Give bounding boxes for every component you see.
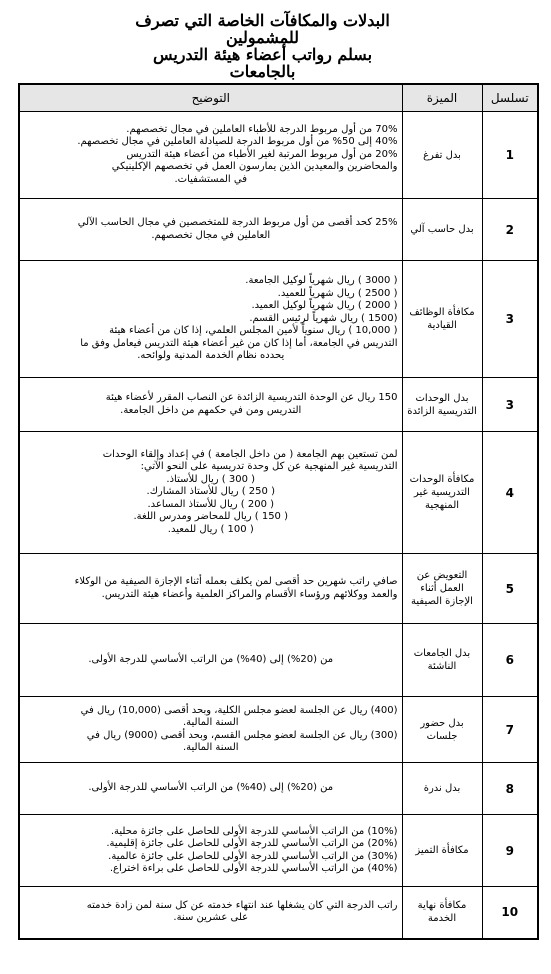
row-description xyxy=(19,112,402,199)
table-body xyxy=(19,112,538,939)
description-line: ( 300 ) ريال للأستاذ. xyxy=(166,473,256,485)
row-serial: 1 xyxy=(482,112,538,199)
description-line: (30%) من الراتب الأساسي للدرجة الأولى للحاصل على جائزة عالمية. xyxy=(108,850,398,862)
row-serial: 9 xyxy=(482,815,538,887)
row-serial: 10 xyxy=(482,887,538,939)
row-feature: بدل حاسب آلي xyxy=(402,199,482,261)
table-row xyxy=(19,815,538,887)
document-title xyxy=(18,12,537,80)
row-serial: 3 xyxy=(482,378,538,432)
table-row xyxy=(19,378,538,432)
description-line: على عشرين سنة. xyxy=(173,912,249,924)
table-row xyxy=(19,199,538,261)
description-line: 70% من أول مربوط الدرجة للأطباء العاملين في مجال تخصصهم. xyxy=(126,123,398,135)
description-line: التدريسية غير المنهجية عن كل وحدة تدريسية على النحو الآتي: xyxy=(140,461,398,473)
row-feature: مكافأة الوظائف القيادية xyxy=(402,261,482,378)
description-line: العاملين في مجال تخصصهم. xyxy=(151,229,271,241)
description-line: ( 10,000 ) ريال سنوياً لأمين المجلس العلمي، إذا كان من أعضاء هيئة xyxy=(109,325,398,337)
description-line: السنة المالية. xyxy=(182,742,239,753)
description-line: ( 200 ) ريال للأستاذ المساعد. xyxy=(147,498,275,510)
row-serial: 3 xyxy=(482,261,538,378)
description-line: (40%) من الراتب الأساسي للدرجة الأولى للحاصل على براءة اختراع. xyxy=(109,863,398,874)
title-line-2: للمشمولين xyxy=(225,28,300,47)
description-line: من (20%) إلى (40%) من الراتب الأساسي للدرجة الأولى. xyxy=(88,782,334,794)
row-feature: بدل الوحدات التدريسية الزائدة xyxy=(402,378,482,432)
description-line: (20%) من الراتب الأساسي للدرجة الأولى للحاصل على جائزة إقليمية. xyxy=(106,838,398,849)
row-description xyxy=(19,554,402,624)
description-line: يحدده نظام الخدمة المدنية ولوائحه. xyxy=(137,350,285,362)
description-line: راتب الدرجة التي كان يشغلها عند انتهاء خدمته عن كل سنة لمن زادة خدمته xyxy=(86,899,398,911)
allowances-table xyxy=(18,83,539,940)
description-line: (300) ريال عن الجلسة لعضو مجلس القسم، وبحد أقصى (9000) ريال في xyxy=(86,729,398,741)
description-line: ( 100 ) ريال للمعيد. xyxy=(167,523,254,535)
header-serial: تسلسل xyxy=(482,84,538,112)
description-line: 150 ريال عن الوحدة التدريسية الزائدة عن النصاب المقرر لأعضاء هيئة xyxy=(105,392,398,403)
row-feature: بدل ندرة xyxy=(402,763,482,815)
description-line: السنة المالية. xyxy=(182,717,239,728)
table-row xyxy=(19,887,538,939)
row-feature: بدل الجامعات الناشئة xyxy=(402,624,482,697)
description-line: والعمد ووكلائهم ورؤساء الأقسام والمراكز العلمية وأعضاء هيئة التدريس. xyxy=(101,588,398,600)
row-description xyxy=(19,697,402,763)
row-feature: مكافأة نهاية الخدمة xyxy=(402,887,482,939)
description-line: 25% كحد أقصى من أول مربوط الدرجة للمتخصصين في مجال الحاسب الآلي xyxy=(77,217,398,228)
row-description xyxy=(19,815,402,887)
title-line-1: البدلات والمكافآت الخاصة التي تصرف xyxy=(135,11,390,30)
row-serial: 4 xyxy=(482,432,538,554)
row-serial: 5 xyxy=(482,554,538,624)
table-row xyxy=(19,697,538,763)
header-feature: الميزة xyxy=(402,84,482,112)
row-serial: 8 xyxy=(482,763,538,815)
row-serial: 2 xyxy=(482,199,538,261)
table-row xyxy=(19,554,538,624)
title-line-3: بسلم رواتب أعضاء هيئة التدريس xyxy=(152,45,373,64)
description-line: التدريس في الجامعة، أما إذا كان من غير أعضاء هيئة التدريس فيعامل وفق ما xyxy=(80,337,398,349)
row-description xyxy=(19,432,402,554)
row-description xyxy=(19,199,402,261)
row-feature: بدل تفرغ xyxy=(402,112,482,199)
description-line: ( 2500 ) ريال شهرياً للعميد. xyxy=(277,287,398,299)
description-line: (1500 ) ريال شهرياً لرئيس القسم. xyxy=(249,312,398,324)
description-line: (400) ريال عن الجلسة لعضو مجلس الكلية، وبحد أقصى (10,000) ريال في xyxy=(80,704,398,716)
description-line: ( 150 ) ريال للمحاضر ومدرس اللغة. xyxy=(133,511,289,523)
table-row xyxy=(19,261,538,378)
description-line: 20% من أول مربوط المرتبة لغير الأطباء من أعضاء هيئة التدريس xyxy=(126,148,398,160)
row-serial: 7 xyxy=(482,697,538,763)
description-line: من (20%) إلى (40%) من الراتب الأساسي للدرجة الأولى. xyxy=(88,653,334,665)
description-line: ( 2000 ) ريال شهرياً لوكيل العميد. xyxy=(251,300,398,312)
title-line-4: بالجامعات xyxy=(229,62,296,81)
table-row xyxy=(19,432,538,554)
description-line: في المستشفيات. xyxy=(174,173,247,185)
table-row xyxy=(19,763,538,815)
description-line: ( 3000 ) ريال شهرياً لوكيل الجامعة. xyxy=(245,275,398,287)
row-feature: التعويض عن العمل أثناء الإجازة الصيفية xyxy=(402,554,482,624)
description-line: التدريس ومن في حكمهم من داخل الجامعة. xyxy=(120,404,302,416)
description-line: (10%) من الراتب الأساسي للدرجة الأولى للحاصل على جائزة محلية. xyxy=(110,825,398,837)
row-description xyxy=(19,763,402,815)
row-feature: بدل حضور جلسات xyxy=(402,697,482,763)
row-feature: مكافأة الوحدات التدريسية غير المنهجية xyxy=(402,432,482,554)
description-line: لمن تستعين بهم الجامعة ( من داخل الجامعة ) في إعداد وإلقاء الوحدات xyxy=(102,448,398,460)
row-feature: مكافأة التميز xyxy=(402,815,482,887)
description-line: 40% إلى 50% من أول مربوط الدرجة للصيادلة العاملين في مجال تخصصهم. xyxy=(77,136,398,148)
table-row xyxy=(19,624,538,697)
description-line: صافي راتب شهرين حد أقصى لمن يكلف بعمله أثناء الإجازة الصيفية من الوكلاء xyxy=(74,576,398,587)
row-description xyxy=(19,624,402,697)
table-header-row xyxy=(19,84,538,112)
row-description xyxy=(19,887,402,939)
table-row xyxy=(19,112,538,199)
header-description: التوضيح xyxy=(19,84,402,112)
description-line: والمحاضرين والمعيدين الذين يمارسون العمل في تخصصهم الإكلينيكي xyxy=(111,161,398,173)
row-description xyxy=(19,378,402,432)
description-line: ( 250 ) ريال للأستاذ المشارك. xyxy=(146,486,275,498)
row-description xyxy=(19,261,402,378)
row-serial: 6 xyxy=(482,624,538,697)
